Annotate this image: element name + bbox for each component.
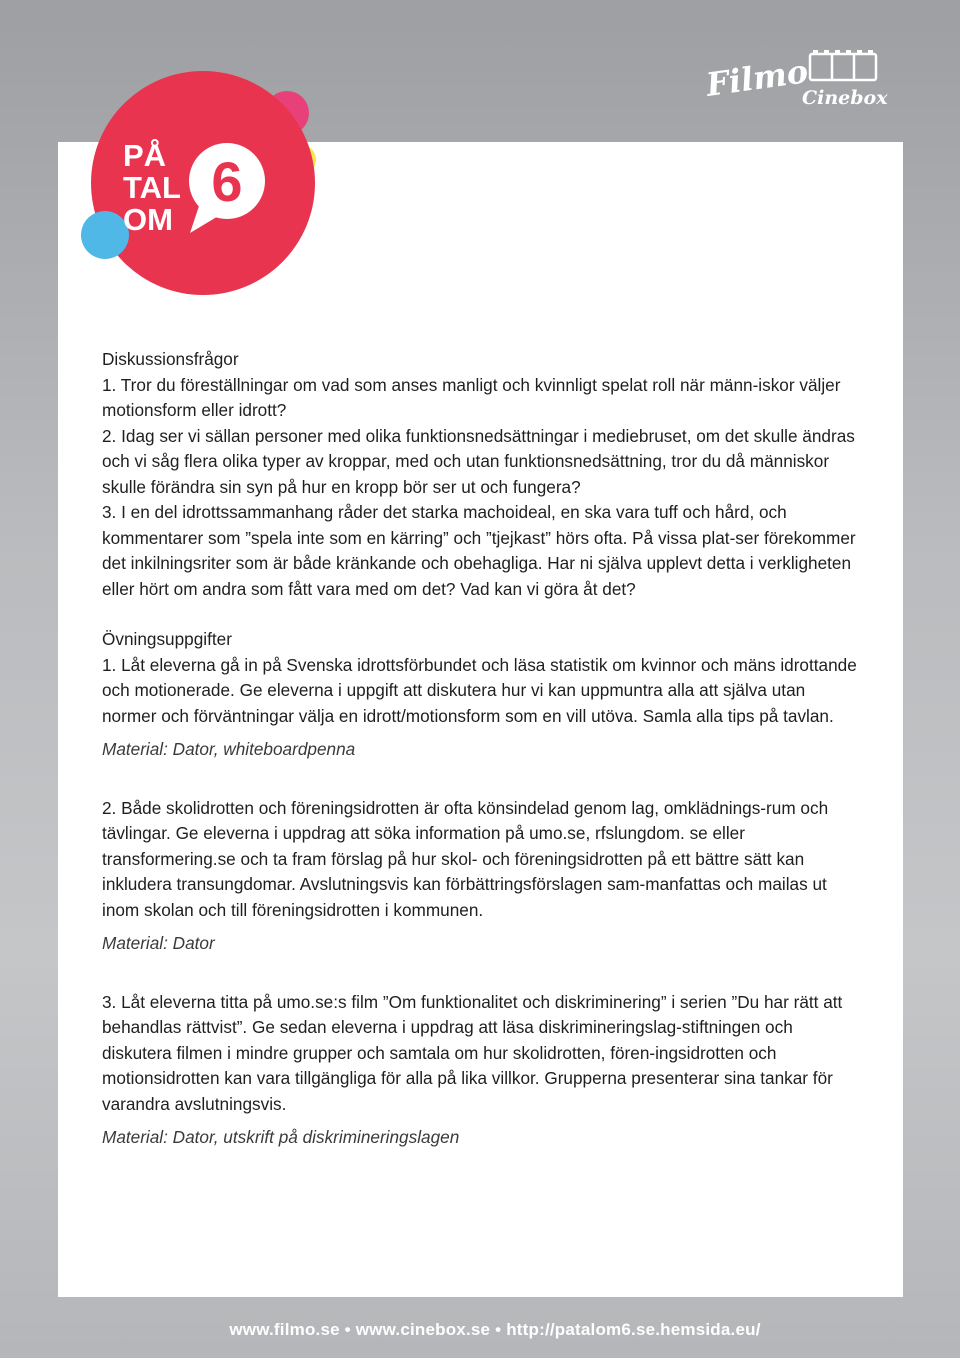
brand-logos [700, 48, 900, 118]
section-heading: Övningsuppgifter [102, 629, 232, 649]
discussion-question-2: 2. Idag ser vi sällan personer med olika funktionsnedsättningar i mediebruset, om det skulle ändras och vi såg flera olika typer av kroppar, med och utan funktionsnedsättning, tror du då människor skulle förändra sin syn på hur en kropp bör ser ut och fungera? [102, 425, 855, 497]
logo-word-3: OM [123, 202, 173, 237]
exercise-2-material: Material: Dator [102, 933, 215, 953]
discussion-question-1: 1. Tror du föreställningar om vad som anses manligt och kvinnligt spelat roll när männ-iskor väljer motionsform eller idrott? [102, 374, 841, 420]
exercise-1: 1. Låt eleverna gå in på Svenska idrottsförbundet och läsa statistik om kvinnor och mäns idrottande och motionerade. Ge eleverna i uppgift att diskutera hur vi kan uppmuntra alla att själva utan normer och förväntningar välja en idrott/motionsform som en vill utöva. Samla alla tips på tavlan. [102, 654, 857, 726]
filmo-logo: Filmo [703, 52, 811, 104]
logo-number: 6 [211, 150, 243, 213]
exercise-3-material: Material: Dator, utskrift på diskrimineringslagen [102, 1127, 460, 1147]
film-strip-icon [810, 54, 876, 80]
section-heading: Diskussionsfrågor [102, 349, 239, 369]
cinebox-logo: Cinebox [802, 87, 888, 109]
logo-word-2: TAL [123, 170, 181, 205]
exercise-1-material: Material: Dator, whiteboardpenna [102, 739, 356, 759]
logo-blue-circle [81, 211, 129, 259]
pa-tal-om-6-logo [75, 55, 335, 315]
exercise-2: 2. Både skolidrotten och föreningsidrotten är ofta könsindelad genom lag, omklädnings-rum och tävlingar. Ge eleverna i uppdrag att söka information på umo.se, rfslungdom. se eller transformering.se och ta fram förslag på hur skol- och föreningsidrotten på ett bättre sätt kan inkludera transungdomar. Avslutningsvis kan förbättringsförslagen sam-manfattas och mailas ut inom skolan och till föreningsidrotten i kommunen. [102, 797, 829, 920]
exercise-3: 3. Låt eleverna titta på umo.se:s film ”Om funktionalitet och diskriminering” i serien ”Du har rätt att behandlas rättvist”. Ge sedan eleverna i uppdrag att läsa diskrimineringslag-stiftningen och diskutera filmen i mindre grupper och samtala om hur skolidrotten, fören-ingsidrotten och motionsidrotten kan vara tillgängliga för alla på lika villkor. Grupperna presenterar sina tankar för varandra avslutningsvis. [102, 991, 843, 1114]
footer-links: www.filmo.se • www.cinebox.se • http://patalom6.se.hemsida.eu/ [229, 1320, 761, 1339]
document-body [102, 347, 862, 1151]
discussion-question-3: 3. I en del idrottssammanhang råder det starka machoideal, en ska vara tuff och hård, och kommentarer som ”spela inte som en kärring” och ”tjejkast” hörs ofta. På vissa plat-ser förekommer det inkilningsriter som är både kränkande och obehagliga. Har ni själva upplevt detta i verkligheten eller hört om andra som fått vara med om det? Vad kan vi göra åt det? [102, 502, 856, 599]
logo-word-1: PÅ [123, 138, 167, 173]
